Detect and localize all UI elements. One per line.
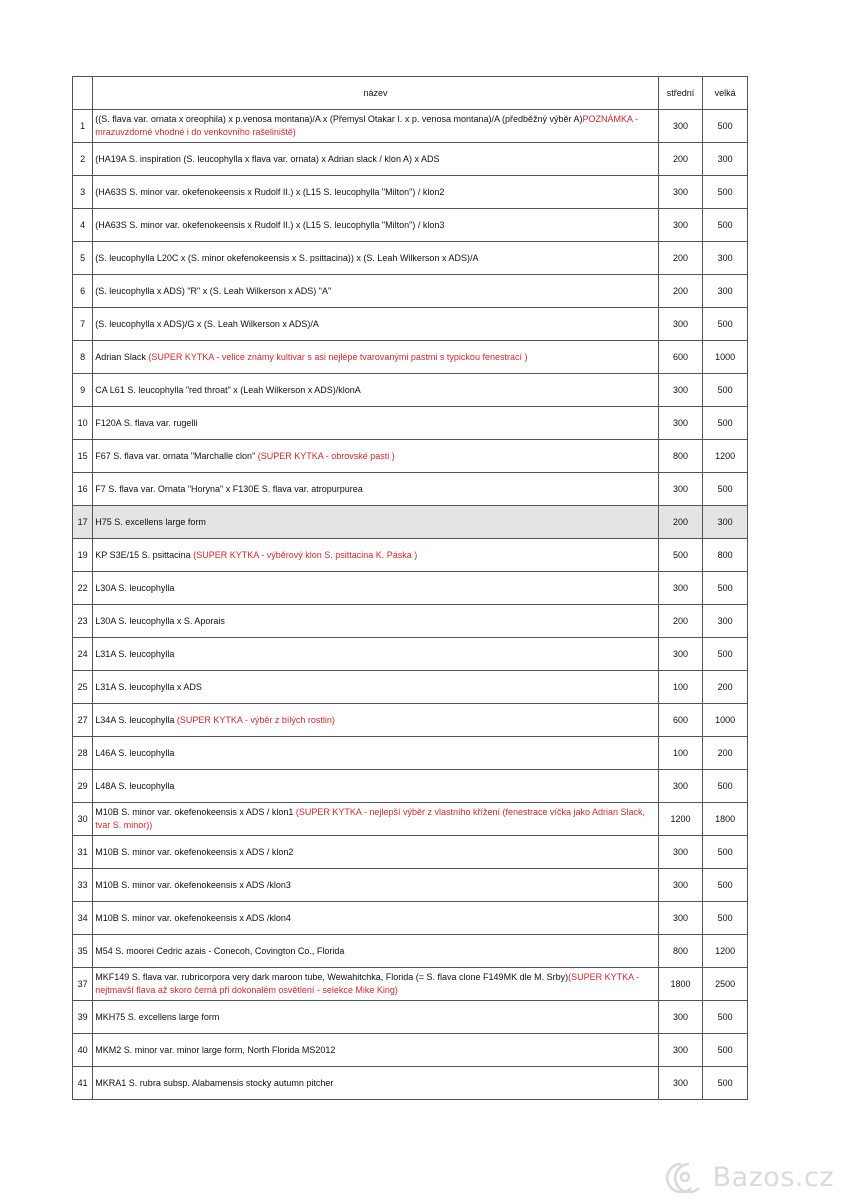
table-row: [73, 275, 748, 308]
table-row: [73, 407, 748, 440]
row-name-cell: [93, 803, 658, 836]
large-price: 500: [703, 1067, 748, 1100]
plant-name: M10B S. minor var. okefenokeensis x ADS /klon4: [95, 912, 291, 923]
row-number: 25: [73, 671, 93, 704]
large-price: 500: [703, 308, 748, 341]
row-number: 29: [73, 770, 93, 803]
table-row: [73, 1001, 748, 1034]
mid-price: 800: [658, 440, 703, 473]
mid-price: 200: [658, 242, 703, 275]
row-number: 8: [73, 341, 93, 374]
table-row: [73, 968, 748, 1001]
large-price: 500: [703, 770, 748, 803]
table-row: [73, 242, 748, 275]
mid-price: 200: [658, 506, 703, 539]
row-name-cell: [93, 671, 658, 704]
large-price: 1200: [703, 440, 748, 473]
mid-price: 600: [658, 341, 703, 374]
large-price: 1800: [703, 803, 748, 836]
large-price: 200: [703, 671, 748, 704]
plant-name: M10B S. minor var. okefenokeensis x ADS /klon3: [95, 879, 291, 890]
table-row: [73, 902, 748, 935]
large-price: 500: [703, 176, 748, 209]
row-name-cell: [93, 1067, 658, 1100]
table-row: [73, 572, 748, 605]
row-name-cell: [93, 341, 658, 374]
header-num: [73, 77, 93, 110]
mid-price: 300: [658, 473, 703, 506]
mid-price: 300: [658, 572, 703, 605]
row-number: 22: [73, 572, 93, 605]
table-row: [73, 506, 748, 539]
plant-name: (HA19A S. inspiration (S. leucophylla x flava var. ornata) x Adrian slack / klon A) x ADS: [95, 153, 440, 164]
large-price: 500: [703, 209, 748, 242]
row-number: 4: [73, 209, 93, 242]
table-row: [73, 770, 748, 803]
plant-name: L30A S. leucophylla: [95, 582, 175, 593]
large-price: 300: [703, 242, 748, 275]
large-price: 1200: [703, 935, 748, 968]
row-number: 33: [73, 869, 93, 902]
large-price: 200: [703, 737, 748, 770]
header-name: název: [93, 77, 658, 110]
plant-note: (SUPER KYTKA - výběrový klon S. psittacina K. Páska ): [193, 549, 418, 560]
row-number: 40: [73, 1034, 93, 1067]
row-number: 35: [73, 935, 93, 968]
row-name-cell: [93, 770, 658, 803]
table-row: [73, 1034, 748, 1067]
row-name-cell: [93, 176, 658, 209]
large-price: 800: [703, 539, 748, 572]
large-price: 500: [703, 1034, 748, 1067]
mid-price: 300: [658, 407, 703, 440]
mid-price: 300: [658, 176, 703, 209]
row-name-cell: [93, 275, 658, 308]
row-number: 34: [73, 902, 93, 935]
row-number: 28: [73, 737, 93, 770]
large-price: 500: [703, 407, 748, 440]
large-price: 500: [703, 869, 748, 902]
row-number: 31: [73, 836, 93, 869]
row-number: 24: [73, 638, 93, 671]
large-price: 500: [703, 473, 748, 506]
plant-name: MKH75 S. excellens large form: [95, 1011, 220, 1022]
row-name-cell: [93, 605, 658, 638]
row-name-cell: [93, 539, 658, 572]
large-price: 2500: [703, 968, 748, 1001]
mid-price: 300: [658, 869, 703, 902]
mid-price: 500: [658, 539, 703, 572]
table-row: [73, 473, 748, 506]
row-name-cell: [93, 1001, 658, 1034]
row-number: 17: [73, 506, 93, 539]
row-name-cell: [93, 935, 658, 968]
header-mid-price: střední: [658, 77, 703, 110]
row-name-cell: [93, 836, 658, 869]
large-price: 300: [703, 506, 748, 539]
row-number: 39: [73, 1001, 93, 1034]
row-number: 27: [73, 704, 93, 737]
plant-note: POZNÁMKA - mrazuvzdorné vhodné i do venkovního rašeliniště): [95, 114, 639, 137]
row-number: 15: [73, 440, 93, 473]
row-name-cell: [93, 869, 658, 902]
row-number: 3: [73, 176, 93, 209]
mid-price: 200: [658, 275, 703, 308]
row-name-cell: [93, 572, 658, 605]
plant-name: (S. leucophylla x ADS) "R" x (S. Leah Wilkerson x ADS) "A": [95, 285, 332, 296]
mid-price: 300: [658, 1001, 703, 1034]
row-name-cell: [93, 638, 658, 671]
plant-name: L31A S. leucophylla: [95, 648, 175, 659]
large-price: 500: [703, 836, 748, 869]
plant-name: F120A S. flava var. rugelli: [95, 417, 198, 428]
mid-price: 200: [658, 143, 703, 176]
row-number: 6: [73, 275, 93, 308]
plant-name: (S. leucophylla L20C x (S. minor okefenokeensis x S. psittacina)) x (S. Leah Wilkerson x ADS)/A: [95, 252, 479, 263]
row-name-cell: [93, 737, 658, 770]
table-row: [73, 803, 748, 836]
plant-name: KP S3E/15 S. psittacina: [95, 549, 194, 560]
plant-name: (S. leucophylla x ADS)/G x (S. Leah Wilkerson x ADS)/A: [95, 318, 319, 329]
row-name-cell: [93, 440, 658, 473]
plant-name: CA L61 S. leucophylla "red throat" x (Leah Wilkerson x ADS)/klonA: [95, 384, 361, 395]
row-name-cell: [93, 506, 658, 539]
plant-name: ((S. flava var. ornata x oreophila) x p.venosa montana)/A x (Přemysl Otakar I. x p. venosa montana)/A (předběžný výběr A): [95, 114, 583, 124]
row-name-cell: [93, 143, 658, 176]
header-large-price: velká: [703, 77, 748, 110]
large-price: 500: [703, 110, 748, 143]
row-number: 10: [73, 407, 93, 440]
large-price: 500: [703, 902, 748, 935]
large-price: 1000: [703, 704, 748, 737]
large-price: 1000: [703, 341, 748, 374]
price-table: [72, 76, 748, 1100]
table-row: [73, 935, 748, 968]
plant-name: F7 S. flava var. Ornata "Horyna" x F130E S. flava var. atropurpurea: [95, 483, 363, 494]
plant-name: H75 S. excellens large form: [95, 516, 206, 527]
watermark-text: Bazos.cz: [712, 1161, 834, 1193]
table-row: [73, 110, 748, 143]
at-sign-icon: [661, 1160, 709, 1194]
large-price: 300: [703, 605, 748, 638]
row-number: 41: [73, 1067, 93, 1100]
row-number: 9: [73, 374, 93, 407]
plant-note: (SUPER KYTKA - nejtmavší flava až skoro černá při dokonalém osvětlení - selekce Mike King): [95, 972, 640, 995]
plant-name: Adrian Slack: [95, 351, 149, 362]
plant-name: F67 S. flava var. ornata "Marchalle clon": [95, 450, 258, 461]
table-row: [73, 374, 748, 407]
plant-note: (SUPER KYTKA - výběr z bílých rostlin): [176, 714, 335, 725]
plant-name: MKF149 S. flava var. rubricorpora very dark maroon tube, Wewahitchka, Florida (= S. flava clone F149MK dle M. Srby): [95, 972, 569, 982]
plant-name: L48A S. leucophylla: [95, 780, 175, 791]
table-row: [73, 704, 748, 737]
plant-name: L46A S. leucophylla: [95, 747, 175, 758]
row-number: 23: [73, 605, 93, 638]
table-row: [73, 737, 748, 770]
plant-note: (SUPER KYTKA - obrovské pasti ): [257, 450, 395, 461]
row-name-cell: [93, 407, 658, 440]
mid-price: 300: [658, 770, 703, 803]
large-price: 500: [703, 572, 748, 605]
plant-name: L30A S. leucophylla x S. Aporais: [95, 615, 225, 626]
table-row: [73, 341, 748, 374]
table-row: [73, 539, 748, 572]
table-row: [73, 605, 748, 638]
mid-price: 300: [658, 209, 703, 242]
row-name-cell: [93, 308, 658, 341]
large-price: 300: [703, 143, 748, 176]
mid-price: 300: [658, 308, 703, 341]
row-number: 37: [73, 968, 93, 1001]
table-row: [73, 869, 748, 902]
row-name-cell: [93, 704, 658, 737]
plant-name: MKM2 S. minor var. minor large form, North Florida MS2012: [95, 1044, 336, 1055]
mid-price: 1200: [658, 803, 703, 836]
mid-price: 300: [658, 1067, 703, 1100]
row-number: 16: [73, 473, 93, 506]
row-number: 30: [73, 803, 93, 836]
plant-note: (SUPER KYTKA - velice známy kultivar s asi nejlépe tvarovanými pastmi s typickou fenestrací ): [148, 351, 528, 362]
row-name-cell: [93, 209, 658, 242]
mid-price: 300: [658, 110, 703, 143]
mid-price: 300: [658, 1034, 703, 1067]
row-number: 19: [73, 539, 93, 572]
mid-price: 800: [658, 935, 703, 968]
bazos-watermark: [661, 1160, 834, 1194]
table-row: [73, 308, 748, 341]
table-row: [73, 440, 748, 473]
row-name-cell: [93, 242, 658, 275]
large-price: 500: [703, 1001, 748, 1034]
mid-price: 100: [658, 737, 703, 770]
plant-note: (SUPER KYTKA - nejlepší výběr z vlastního křížení (fenestrace víčka jako Adrian Slack, tvar S. minor)): [95, 807, 646, 830]
mid-price: 300: [658, 836, 703, 869]
mid-price: 600: [658, 704, 703, 737]
plant-name: M10B S. minor var. okefenokeensis x ADS / klon2: [95, 846, 294, 857]
table-row: [73, 836, 748, 869]
mid-price: 100: [658, 671, 703, 704]
row-number: 7: [73, 308, 93, 341]
mid-price: 300: [658, 374, 703, 407]
row-name-cell: [93, 968, 658, 1001]
table-row: [73, 671, 748, 704]
plant-name: (HA63S S. minor var. okefenokeensis x Rudolf II.) x (L15 S. leucophylla "Milton") / klon2: [95, 186, 445, 197]
large-price: 500: [703, 374, 748, 407]
table-row: [73, 1067, 748, 1100]
table-row: [73, 638, 748, 671]
row-name-cell: [93, 902, 658, 935]
row-name-cell: [93, 110, 658, 143]
mid-price: 300: [658, 638, 703, 671]
row-name-cell: [93, 1034, 658, 1067]
mid-price: 1800: [658, 968, 703, 1001]
large-price: 500: [703, 638, 748, 671]
plant-name: M54 S. moorei Cedric azais - Conecoh, Covington Co., Florida: [95, 945, 345, 956]
table-row: [73, 143, 748, 176]
row-number: 2: [73, 143, 93, 176]
large-price: 300: [703, 275, 748, 308]
table-header-row: [73, 77, 748, 110]
row-number: 1: [73, 110, 93, 143]
row-number: 5: [73, 242, 93, 275]
plant-name: MKRA1 S. rubra subsp. Alabamensis stocky autumn pitcher: [95, 1077, 334, 1088]
plant-name: (HA63S S. minor var. okefenokeensis x Rudolf II.) x (L15 S. leucophylla "Milton") / klon3: [95, 219, 445, 230]
plant-name: L31A S. leucophylla x ADS: [95, 681, 202, 692]
mid-price: 200: [658, 605, 703, 638]
table-row: [73, 176, 748, 209]
plant-name: L34A S. leucophylla: [95, 714, 177, 725]
mid-price: 300: [658, 902, 703, 935]
table-row: [73, 209, 748, 242]
row-name-cell: [93, 374, 658, 407]
row-name-cell: [93, 473, 658, 506]
plant-name: M10B S. minor var. okefenokeensis x ADS / klon1: [95, 807, 296, 817]
